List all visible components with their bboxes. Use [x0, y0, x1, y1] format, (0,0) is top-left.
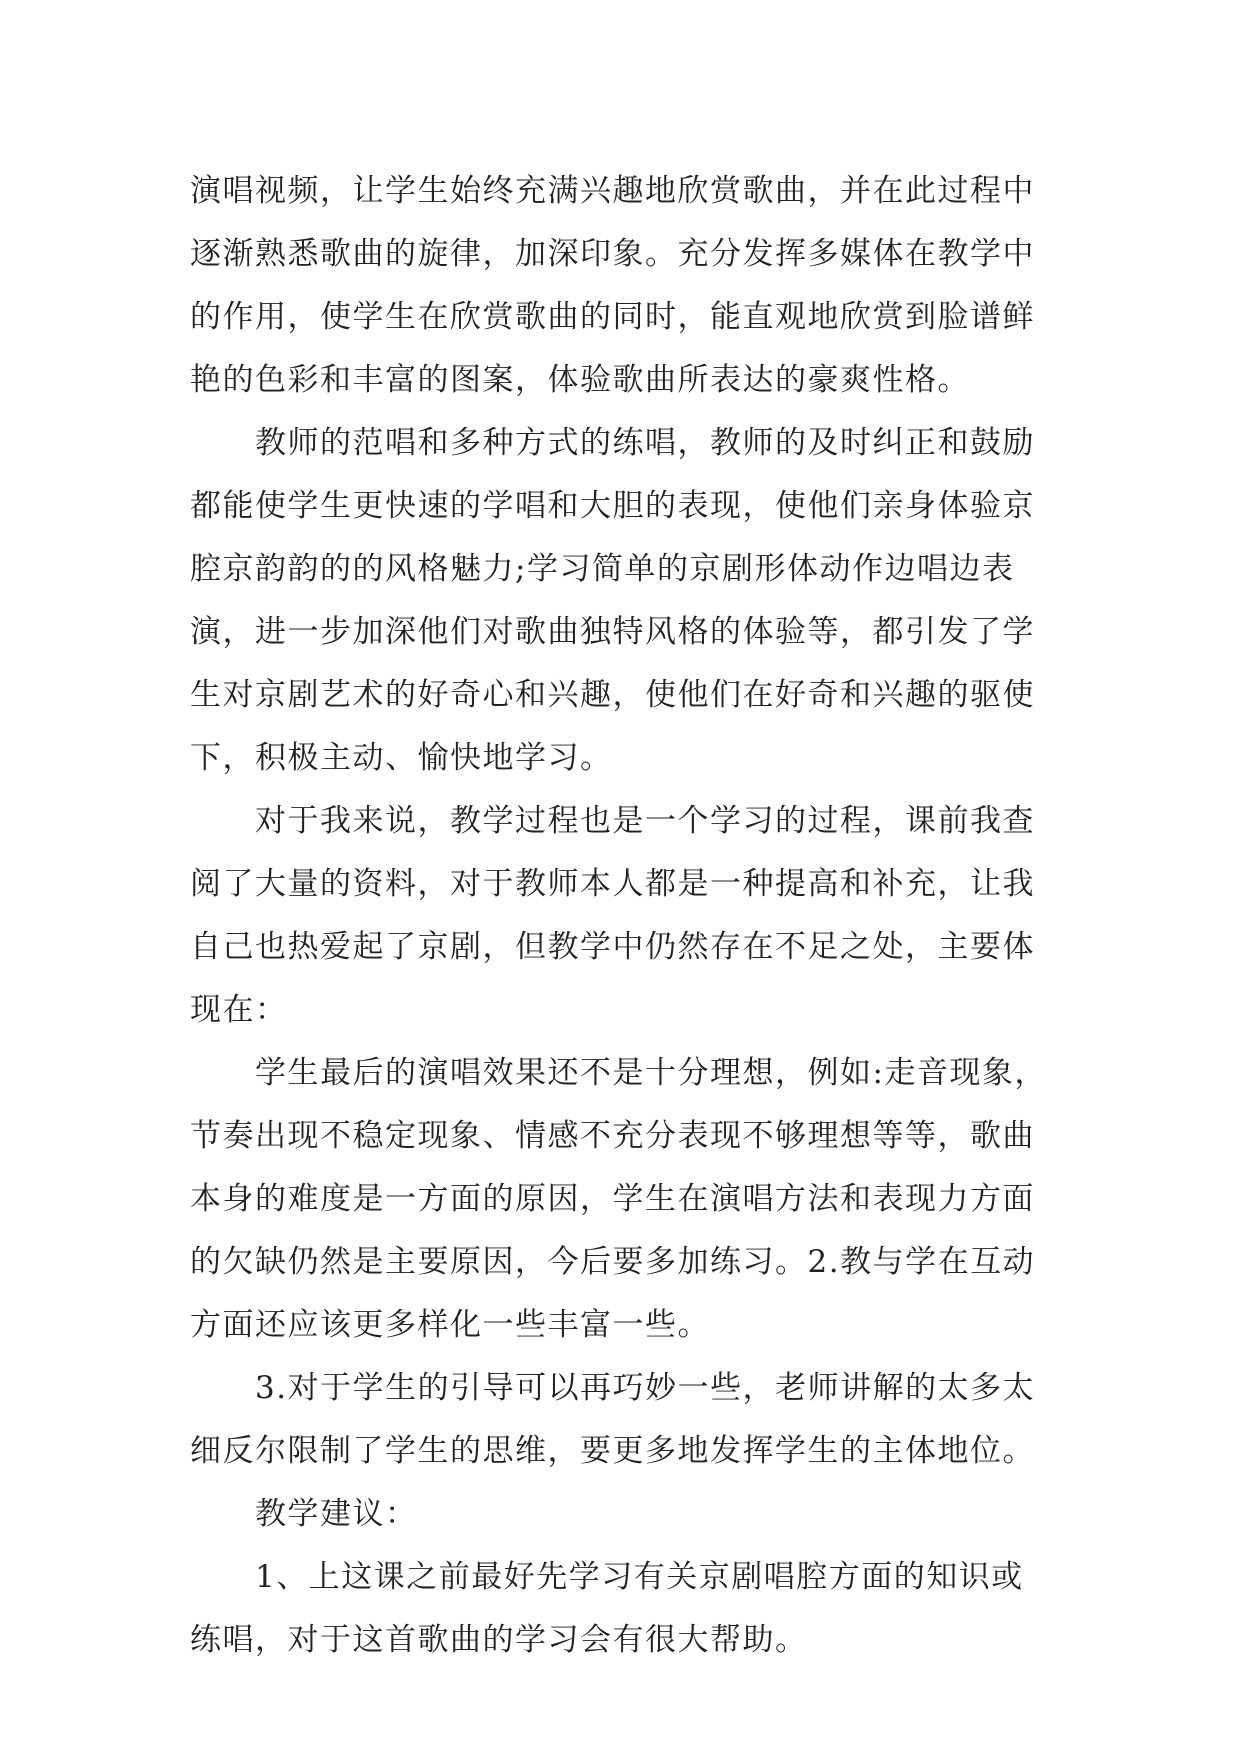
text-line: 现在：	[190, 992, 288, 1028]
text-line: 本身的难度是一方面的原因，学生在演唱方法和表现力方面	[190, 1181, 1035, 1217]
text-line: 对于我来说，教学过程也是一个学习的过程，课前我查	[190, 803, 1035, 839]
text-line: 的欠缺仍然是主要原因，今后要多加练习。2.教与学在互动	[190, 1244, 1036, 1280]
text-line: 学生最后的演唱效果还不是十分理想，例如:走音现象，	[190, 1055, 1047, 1091]
text-line: 腔京韵韵的的风格魅力;学习简单的京剧形体动作边唱边表	[190, 551, 1015, 587]
text-line: 方面还应该更多样化一些丰富一些。	[190, 1307, 710, 1343]
text-line: 1、上这课之前最好先学习有关京剧唱腔方面的知识或	[190, 1559, 1024, 1595]
text-line: 阅了大量的资料，对于教师本人都是一种提高和补充，让我	[190, 866, 1035, 902]
text-line: 自己也热爱起了京剧，但教学中仍然存在不足之处，主要体	[190, 929, 1035, 965]
text-line: 的作用，使学生在欣赏歌曲的同时，能直观地欣赏到脸谱鲜	[190, 299, 1035, 335]
text-line: 节奏出现不稳定现象、情感不充分表现不够理想等等，歌曲	[190, 1118, 1035, 1154]
text-line: 演唱视频，让学生始终充满兴趣地欣赏歌曲，并在此过程中	[190, 173, 1035, 209]
text-line: 教师的范唱和多种方式的练唱，教师的及时纠正和鼓励	[190, 425, 1035, 461]
text-line: 演，进一步加深他们对歌曲独特风格的体验等，都引发了学	[190, 614, 1035, 650]
text-line: 教学建议：	[190, 1496, 418, 1532]
text-line: 3.对于学生的引导可以再巧妙一些，老师讲解的太多太	[190, 1370, 1036, 1406]
text-line: 下，积极主动、愉快地学习。	[190, 740, 613, 776]
document-body	[190, 160, 1070, 1672]
text-line: 都能使学生更快速的学唱和大胆的表现，使他们亲身体验京	[190, 488, 1035, 524]
text-line: 逐渐熟悉歌曲的旋律，加深印象。充分发挥多媒体在教学中	[190, 236, 1035, 272]
text-line: 细反尔限制了学生的思维，要更多地发挥学生的主体地位。	[190, 1433, 1035, 1469]
text-line: 艳的色彩和丰富的图案，体验歌曲所表达的豪爽性格。	[190, 362, 970, 398]
text-line: 生对京剧艺术的好奇心和兴趣，使他们在好奇和兴趣的驱使	[190, 677, 1035, 713]
text-line: 练唱，对于这首歌曲的学习会有很大帮助。	[190, 1622, 808, 1658]
